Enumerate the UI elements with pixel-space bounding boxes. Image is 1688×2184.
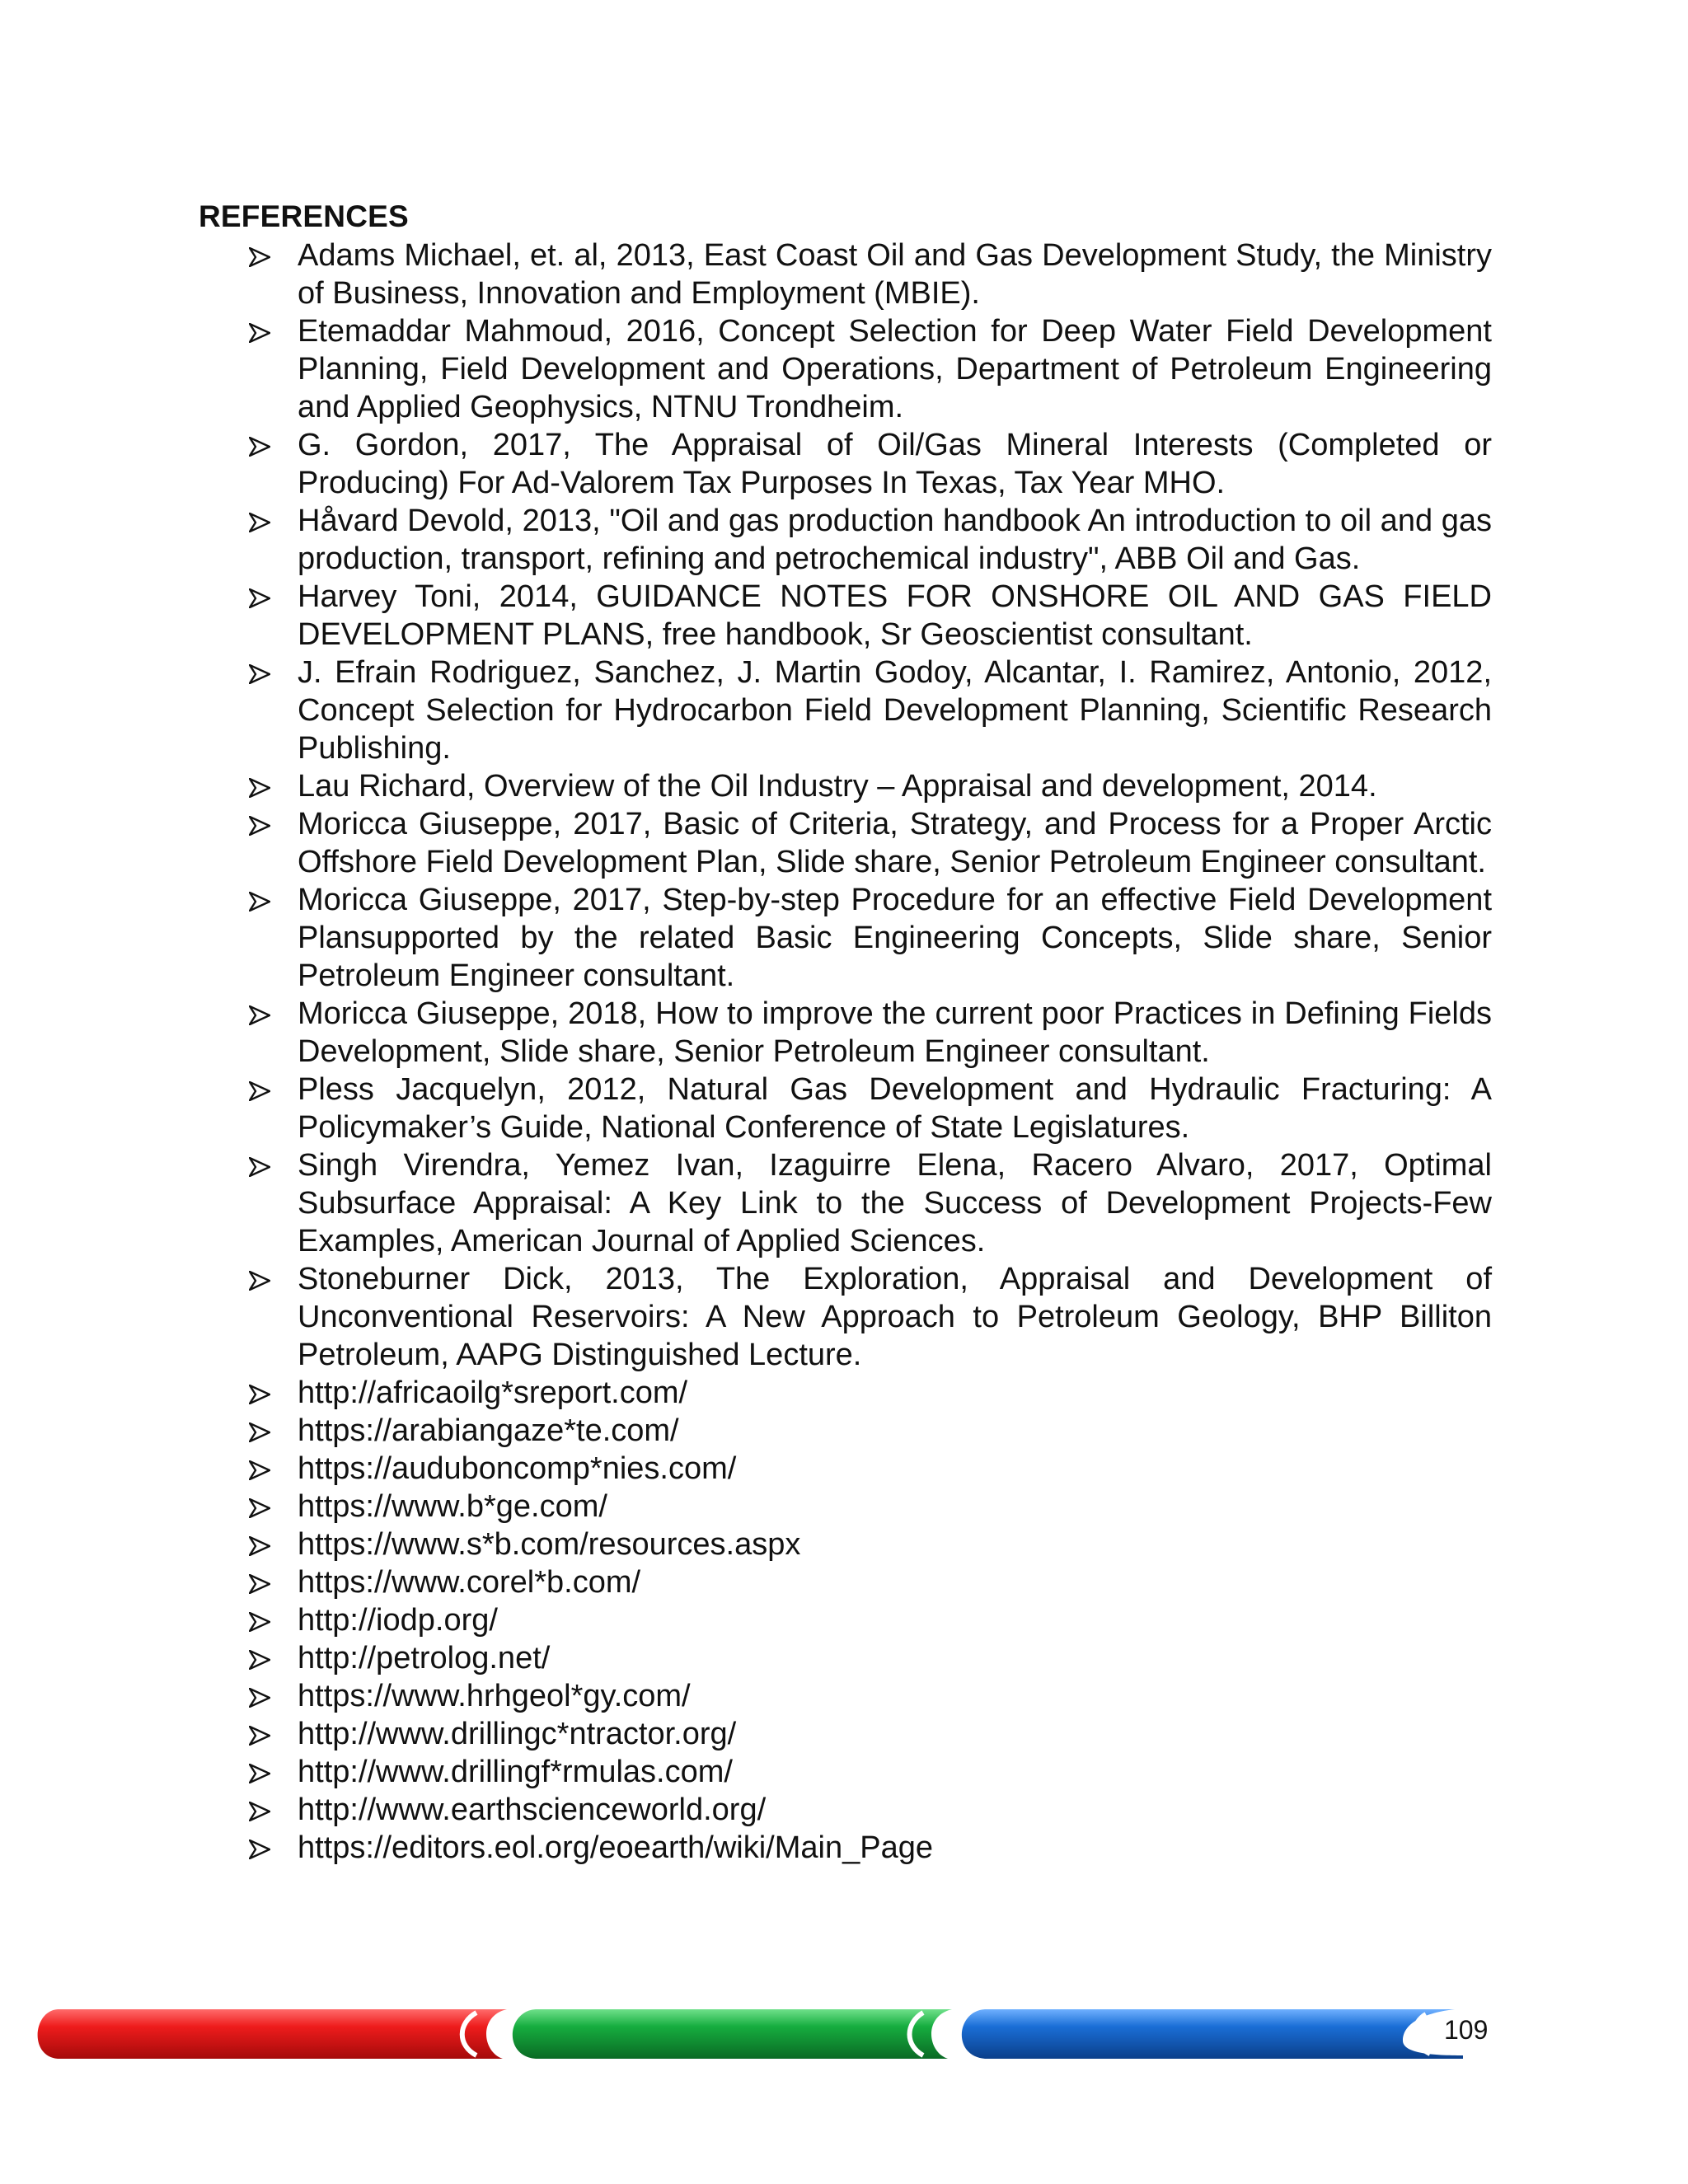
reference-list: [247, 237, 1492, 1867]
reference-item: [247, 1563, 1492, 1601]
arrowhead-bullet-icon: [247, 1829, 280, 1867]
reference-text: Moricca Giuseppe, 2017, Step-by-step Procedure for an effective Field Development Plansupported by the related Basic Engineering Concepts, Slide share, Senior Petroleum Engineer consultant.: [298, 883, 1492, 993]
reference-item: [247, 502, 1492, 578]
reference-text: Harvey Toni, 2014, GUIDANCE NOTES FOR ONSHORE OIL AND GAS FIELD DEVELOPMENT PLANS, free handbook, Sr Geoscientist consultant.: [298, 579, 1492, 652]
reference-item: [247, 1260, 1492, 1374]
reference-item: [247, 1374, 1492, 1412]
reference-text: Lau Richard, Overview of the Oil Industry – Appraisal and development, 2014.: [298, 769, 1377, 804]
arrowhead-bullet-icon: [247, 654, 280, 691]
footer-band-blue: [962, 2009, 1463, 2059]
arrowhead-bullet-icon: [247, 1374, 280, 1412]
reference-item: [247, 426, 1492, 502]
arrowhead-bullet-icon: [247, 1715, 280, 1753]
footer-decorative-band: [25, 1994, 1475, 2077]
reference-item: [247, 1829, 1492, 1867]
reference-text: Moricca Giuseppe, 2018, How to improve the current poor Practices in Defining Fields Development, Slide share, Senior Petroleum Engineer consultant.: [298, 996, 1492, 1069]
arrowhead-bullet-icon: [247, 1526, 280, 1563]
footer-band-red: [38, 2009, 507, 2059]
reference-item: [247, 237, 1492, 312]
reference-item: [247, 1526, 1492, 1563]
page-number: 109: [1444, 2015, 1489, 2045]
reference-text: Pless Jacquelyn, 2012, Natural Gas Development and Hydraulic Fracturing: A Policymaker’s Guide, National Conference of State Legislatures.: [298, 1072, 1492, 1145]
reference-item: [247, 1677, 1492, 1715]
reference-text: https://www.hrhgeol*gy.com/: [298, 1679, 691, 1713]
reference-text: http://africaoilg*sreport.com/: [298, 1376, 688, 1410]
arrowhead-bullet-icon: [247, 1677, 280, 1715]
arrowhead-bullet-icon: [247, 578, 280, 616]
arrowhead-bullet-icon: [247, 805, 280, 843]
reference-item: [247, 1412, 1492, 1450]
reference-item: [247, 654, 1492, 767]
arrowhead-bullet-icon: [247, 502, 280, 540]
reference-text: Moricca Giuseppe, 2017, Basic of Criteria, Strategy, and Process for a Proper Arctic Offshore Field Development Plan, Slide share, Senior Petroleum Engineer consultant.: [298, 807, 1492, 879]
reference-text: https://editors.eol.org/eoearth/wiki/Main_Page: [298, 1830, 933, 1865]
arrowhead-bullet-icon: [247, 1488, 280, 1526]
reference-text: https://arabiangaze*te.com/: [298, 1413, 679, 1448]
reference-text: Håvard Devold, 2013, "Oil and gas production handbook An introduction to oil and gas production, transport, refining and petrochemical industry", ABB Oil and Gas.: [298, 504, 1492, 576]
reference-item: [247, 1715, 1492, 1753]
reference-text: Etemaddar Mahmoud, 2016, Concept Selection for Deep Water Field Development Planning, Field Development and Operations, Department of Petroleum Engineering and Applied Geophysics, NTNU Trondheim.: [298, 314, 1492, 424]
reference-item: [247, 881, 1492, 995]
reference-item: [247, 1450, 1492, 1488]
reference-text: http://www.earthscienceworld.org/: [298, 1793, 767, 1827]
arrowhead-bullet-icon: [247, 1412, 280, 1450]
arrowhead-bullet-icon: [247, 1260, 280, 1298]
reference-item: [247, 1601, 1492, 1639]
reference-item: [247, 1146, 1492, 1260]
arrowhead-bullet-icon: [247, 1450, 280, 1488]
reference-text: Singh Virendra, Yemez Ivan, Izaguirre Elena, Racero Alvaro, 2017, Optimal Subsurface Appraisal: A Key Link to the Success of Development Projects-Few Examples, American Journal of Applied Sciences.: [298, 1148, 1492, 1258]
arrowhead-bullet-icon: [247, 1753, 280, 1791]
reference-text: http://iodp.org/: [298, 1603, 498, 1638]
arrowhead-bullet-icon: [247, 1791, 280, 1829]
arrowhead-bullet-icon: [247, 1071, 280, 1108]
reference-text: http://www.drillingc*ntractor.org/: [298, 1717, 737, 1751]
reference-text: G. Gordon, 2017, The Appraisal of Oil/Gas Mineral Interests (Completed or Producing) For Ad-Valorem Tax Purposes In Texas, Tax Year MHO.: [298, 428, 1492, 500]
reference-item: [247, 1791, 1492, 1829]
reference-text: https://www.b*ge.com/: [298, 1489, 607, 1524]
arrowhead-bullet-icon: [247, 1146, 280, 1184]
reference-item: [247, 805, 1492, 881]
reference-item: [247, 995, 1492, 1071]
reference-item: [247, 1753, 1492, 1791]
footer-band-green: [513, 2009, 952, 2059]
reference-item: [247, 1639, 1492, 1677]
arrowhead-bullet-icon: [247, 881, 280, 919]
reference-item: [247, 1071, 1492, 1146]
reference-item: [247, 1488, 1492, 1526]
arrowhead-bullet-icon: [247, 1601, 280, 1639]
arrowhead-bullet-icon: [247, 312, 280, 350]
reference-text: http://petrolog.net/: [298, 1641, 551, 1675]
arrowhead-bullet-icon: [247, 767, 280, 805]
reference-text: https://auduboncomp*nies.com/: [298, 1451, 737, 1486]
arrowhead-bullet-icon: [247, 995, 280, 1033]
arrowhead-bullet-icon: [247, 237, 280, 274]
arrowhead-bullet-icon: [247, 426, 280, 464]
reference-text: https://www.corel*b.com/: [298, 1565, 641, 1600]
reference-item: [247, 767, 1492, 805]
reference-item: [247, 312, 1492, 426]
arrowhead-bullet-icon: [247, 1563, 280, 1601]
reference-text: https://www.s*b.com/resources.aspx: [298, 1527, 801, 1562]
reference-text: Stoneburner Dick, 2013, The Exploration, Appraisal and Development of Unconventional Reservoirs: A New Approach to Petroleum Geology, BHP Billiton Petroleum, AAPG Distinguished Lecture.: [298, 1262, 1492, 1372]
reference-text: Adams Michael, et. al, 2013, East Coast Oil and Gas Development Study, the Ministry of Business, Innovation and Employment (MBIE).: [298, 238, 1492, 311]
reference-text: http://www.drillingf*rmulas.com/: [298, 1755, 733, 1789]
reference-item: [247, 578, 1492, 654]
arrowhead-bullet-icon: [247, 1639, 280, 1677]
page-title: REFERENCES: [199, 199, 409, 233]
reference-text: J. Efrain Rodriguez, Sanchez, J. Martin Godoy, Alcantar, I. Ramirez, Antonio, 2012, Concept Selection for Hydrocarbon Field Development Planning, Scientific Research Publishing.: [298, 655, 1492, 766]
